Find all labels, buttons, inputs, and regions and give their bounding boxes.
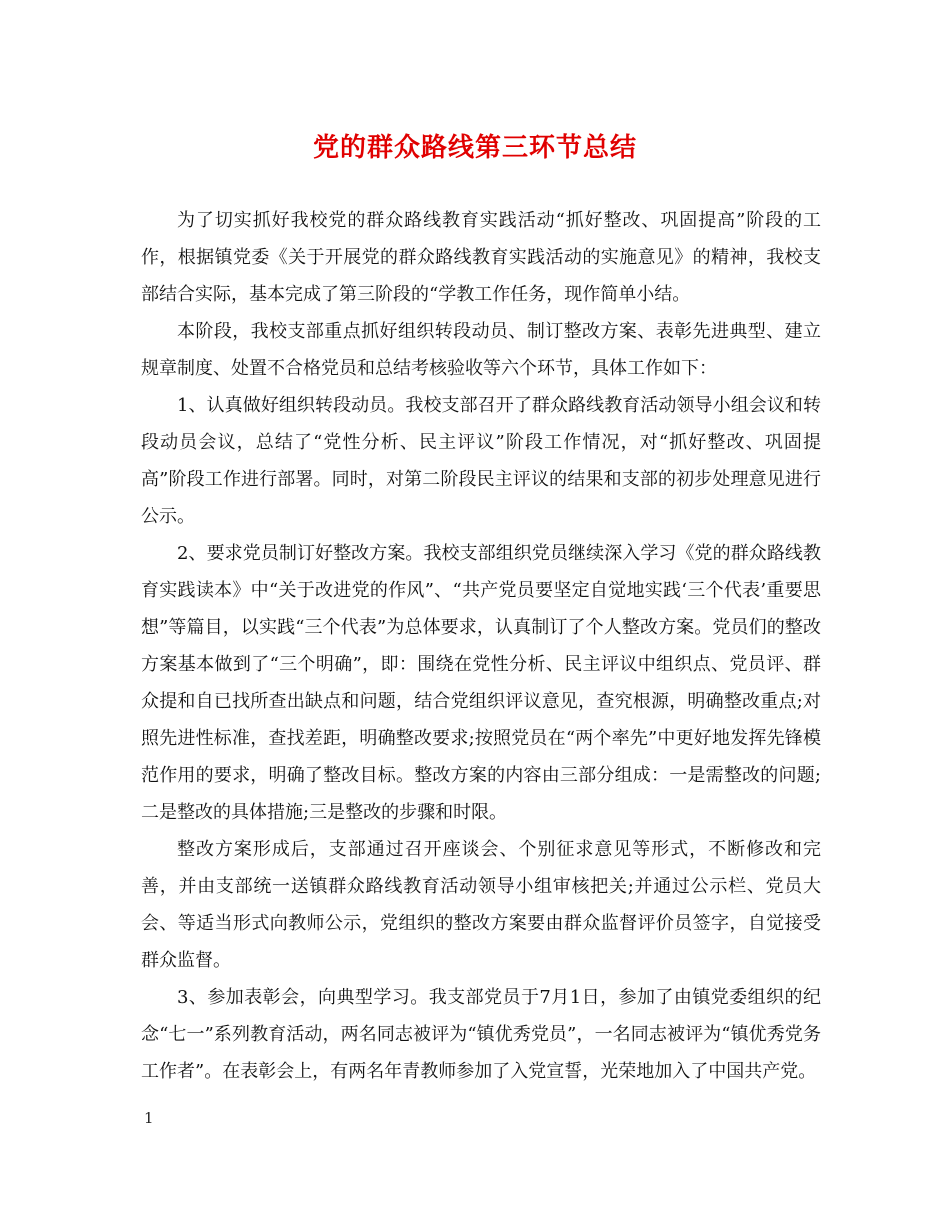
paragraph-item-2-followup: 整改方案形成后，支部通过召开座谈会、个别征求意见等形式，不断修改和完善，并由支部统一送镇群众路线教育活动领导小组审核把关;并通过公示栏、党员大会、等适当形式向教师公示，党组织的整改方案要由群众监督评价员签字，自觉接受群众监督。 xyxy=(141,839,821,971)
paragraph-item-2: 2、要求党员制订好整改方案。我校支部组织党员继续深入学习《党的群众路线教育实践读本》中“关于改进党的作风”、“共产党员要坚定自觉地实践‘三个代表’重要思想”等篇目，以实践“三个代表”为总体要求，认真制订了个人整改方案。党员们的整改方案基本做到了“三个明确”，即：围绕在党性分析、民主评议中组织点、党员评、群众提和自已找所查出缺点和问题，结合党组织评议意见，查究根源，明确整改重点;对照先进性标准，查找差距，明确整改要求;按照党员在“两个率先”中更好地发挥先锋模范作用的要求，明确了整改目标。整改方案的内容由三部分组成：一是需整改的问题;二是整改的具体措施;三是整改的步骤和时限。 xyxy=(141,543,821,823)
document-body xyxy=(141,202,821,1090)
paragraph-item-1: 1、认真做好组织转段动员。我校支部召开了群众路线教育活动领导小组会议和转段动员会议，总结了“党性分析、民主评议”阶段工作情况，对“抓好整改、巩固提高”阶段工作进行部署。同时，对第二阶段民主评议的结果和支部的初步处理意见进行公示。 xyxy=(141,395,821,527)
paragraph-overview: 本阶段，我校支部重点抓好组织转段动员、制订整改方案、表彰先进典型、建立规章制度、处置不合格党员和总结考核验收等六个环节，具体工作如下： xyxy=(141,321,821,379)
paragraph-item-3: 3、参加表彰会，向典型学习。我支部党员于7月1日，参加了由镇党委组织的纪念“七一”系列教育活动，两名同志被评为“镇优秀党员”，一名同志被评为“镇优秀党务工作者”。在表彰会上，有两名年青教师参加了入党宣誓，光荣地加入了中国共产党。 xyxy=(141,987,821,1082)
document-title: 党的群众路线第三环节总结 xyxy=(312,133,637,163)
paragraph-intro: 为了切实抓好我校党的群众路线教育实践活动“抓好整改、巩固提高”阶段的工作，根据镇党委《关于开展党的群众路线教育实践活动的实施意见》的精神，我校支部结合实际，基本完成了第三阶段的“学教工作任务，现作简单小结。 xyxy=(141,210,821,305)
page-number: 1 xyxy=(144,1109,154,1127)
